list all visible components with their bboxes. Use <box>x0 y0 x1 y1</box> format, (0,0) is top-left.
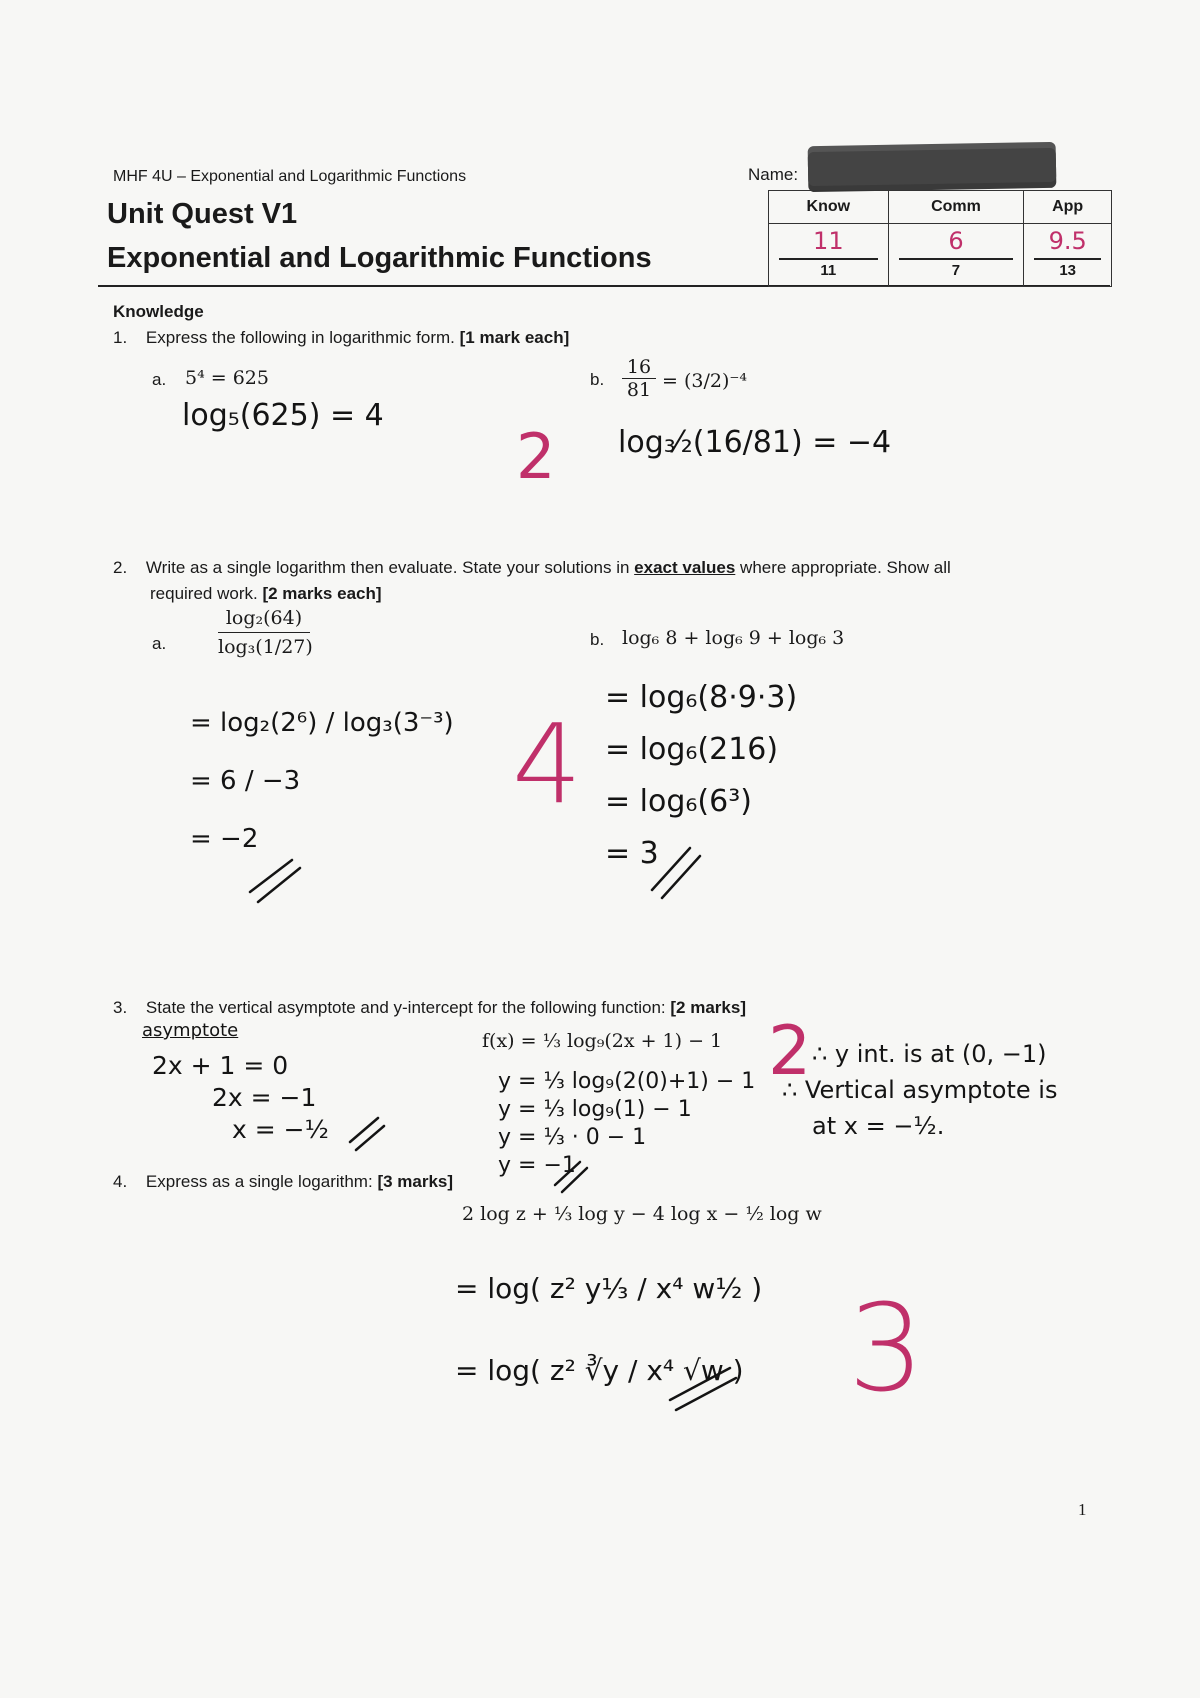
page-title: Unit Quest V1 <box>107 198 298 230</box>
question-prompt: Express as a single logarithm: <box>145 1172 373 1191</box>
work-line: = log₂(2⁶) / log₃(3⁻³) <box>190 708 454 738</box>
question-prompt: Express the following in logarithmic form. <box>145 328 455 347</box>
q1a-label: a. <box>152 370 167 389</box>
q1a-answer: log₅(625) = 4 <box>182 398 384 433</box>
q4-grade-mark: 3 <box>848 1280 925 1419</box>
work-line: = log₆(8·9·3) <box>605 680 798 715</box>
q2b-expression: log₆ 8 + log₆ 9 + log₆ 3 <box>622 627 845 649</box>
conclusion-line: ∴ y int. is at (0, −1) <box>812 1040 1047 1068</box>
work-line: y = ⅓ log₉(1) − 1 <box>498 1097 692 1122</box>
work-line: = −2 <box>190 824 259 854</box>
answer-tick <box>350 1118 384 1150</box>
q1b-answer: log₃⁄₂(16/81) = −4 <box>618 425 892 460</box>
q2a-label: a. <box>152 634 167 653</box>
page-subtitle: Exponential and Logarithmic Functions <box>107 242 652 274</box>
q2a-denominator: log₃(1/27) <box>218 636 313 658</box>
work-line: = log₆(6³) <box>605 784 752 819</box>
score-total-know: 11 <box>820 262 837 279</box>
work-line: 2x = −1 <box>212 1083 317 1112</box>
question-number: 1. <box>113 328 128 347</box>
score-mark-comm: 6 <box>948 227 964 255</box>
question-prompt: State the vertical asymptote and y-intercept for the following function: <box>145 998 666 1017</box>
question-prompt: Write as a single logarithm then evaluate. State your solutions in <box>145 558 630 577</box>
question-number: 2. <box>113 558 128 577</box>
work-line: = log( z² y⅓ / x⁴ w½ ) <box>455 1272 763 1305</box>
question-marks: [2 marks] <box>670 998 746 1017</box>
q1b-label: b. <box>590 370 605 389</box>
work-line: x = −½ <box>232 1115 329 1144</box>
conclusion-line: ∴ Vertical asymptote is <box>782 1076 1058 1104</box>
q3-asymptote-heading: asymptote <box>142 1020 239 1041</box>
q1-grade-mark: 2 <box>516 420 556 493</box>
question-number: 4. <box>113 1172 128 1191</box>
conclusion-line: at x = −½. <box>812 1112 945 1140</box>
score-header-comm: Comm <box>888 191 1024 224</box>
answer-tick <box>250 860 300 902</box>
work-line: y = −1 <box>498 1153 576 1178</box>
course-heading: MHF 4U – Exponential and Logarithmic Functions <box>113 168 467 185</box>
q3-grade-mark: 2 <box>768 1012 812 1091</box>
q1a-expression: 5⁴ = 625 <box>185 367 269 389</box>
question-number: 3. <box>113 998 128 1017</box>
section-heading: Knowledge <box>113 302 204 321</box>
question-prompt-tail: where appropriate. Show all <box>740 558 951 577</box>
question-prompt-line2: required work. <box>150 584 258 603</box>
score-total-app: 13 <box>1059 262 1076 279</box>
score-mark-app: 9.5 <box>1048 227 1087 255</box>
q1b-denominator: 81 <box>626 379 652 401</box>
q1b-rhs: = (3/2)⁻⁴ <box>662 370 748 392</box>
work-line: = log( z² ∛y / x⁴ √w ) <box>455 1354 744 1387</box>
work-line: = 6 / −3 <box>190 766 301 796</box>
q1b-numerator: 16 <box>622 356 656 379</box>
work-line: = 3 <box>605 836 659 871</box>
q4-expression: 2 log z + ⅓ log y − 4 log x − ½ log w <box>462 1203 822 1225</box>
score-mark-know: 11 <box>813 227 844 255</box>
q2-grade-mark: 4 <box>512 700 582 828</box>
question-emphasis: exact values <box>634 558 736 577</box>
question-marks: [2 marks each] <box>262 584 382 603</box>
score-total-comm: 7 <box>951 262 961 279</box>
answer-tick <box>670 1368 736 1410</box>
question-marks: [3 marks] <box>377 1172 454 1191</box>
q2a-numerator: log₂(64) <box>218 607 310 633</box>
name-label: Name: <box>748 165 799 184</box>
q3-function: f(x) = ⅓ log₉(2x + 1) − 1 <box>482 1030 723 1052</box>
work-line: 2x + 1 = 0 <box>152 1051 289 1080</box>
score-header-know: Know <box>769 191 889 224</box>
answer-tick <box>555 1162 587 1192</box>
work-line: = log₆(216) <box>605 732 779 767</box>
question-marks: [1 mark each] <box>459 328 570 347</box>
q2b-label: b. <box>590 630 605 649</box>
answer-tick <box>652 848 700 898</box>
page-number: 1 <box>1078 1500 1087 1519</box>
work-line: y = ⅓ · 0 − 1 <box>498 1125 647 1150</box>
work-line: y = ⅓ log₉(2(0)+1) − 1 <box>498 1069 756 1094</box>
score-header-app: App <box>1024 191 1112 224</box>
